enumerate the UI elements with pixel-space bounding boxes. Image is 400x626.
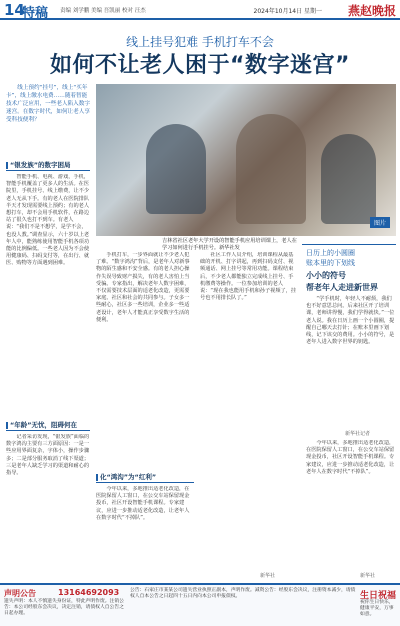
sidebar-credit: 新华社记者 [345,431,371,437]
sidebar-title-1: 日历上的小圆圈 [306,249,355,257]
photo-badge: 图片 [370,217,390,228]
article-kicker: 线上挂号犯难 手机打车不会 [126,35,274,49]
sidebar-body: “学手机时，年轻人不耐烦，我们也不好意思总问。后来社区开了培训课，老师讲得慢，我们学得就快。”一位老人说。我在日历上画一个小圆圈，提醒自己哪天去打针；在账本里画下划线，记下该交的费用。小小的符号，是老年人进入数字世界的钥匙。 [306,296,395,346]
far-right-column-body: 今年以来，多地推出适老化改造，在医院保留人工窗口，在公交车站保留现金投币，社区开设智能手机课程。专家建议，应进一步推动适老化改造，让老年人在数字时代“不掉队”。 [306,440,395,475]
issue-date: 2024年10月14日 星期一 [253,8,322,15]
photo-person-1 [146,124,206,214]
birthday-ad-title: 生日祝福 [359,591,396,601]
section-3-body: 今年以来，多地推出适老化改造，在医院保留人工窗口，在公交车站保留现金投币，社区开设智能手机课程。专家建议，应进一步推动适老化改造，让老年人在数字时代“不掉队”。 [96,486,190,521]
middle-column-body: 手机打车，一步界面就让不少老人犯了难。“数字鸿沟”背后，是老年人对新事物的陌生感和不安全感。有的老人担心操作失误导致财产损失，有的老人害怕上当受骗。专家指出，解决老年人数字困难，不仅需要技术层面的适老化改造，更需要家庭、社区和社会的共同参与。子女多一些耐心，社区多一些培训，企业多一些适老设计，老年人才能真正享受数字生活的便利。 [96,252,190,323]
notice-ad-title: 声明公告 [4,589,36,598]
subhead-1: “银发族”的数字困局 [6,160,90,171]
section-2-body: 记者采访发现，“银发族”面临的数字鸿沟主要有三方面原因：一是一些应用界面复杂，字体小，操作步骤多；二是部分服务取消了线下渠道；三是老年人缺乏学习的渠道和耐心的指导。 [6,434,90,477]
page-header [0,0,400,20]
far-right-credit: 新华社 [360,573,376,579]
sidebar-title-4: 帮老年人走进新世界 [306,283,378,292]
section-title: 特稿 [22,6,49,21]
section-1-body: 智能手机、电视、游戏，手机，智能手机覆盖了更多人的生活。在医院里，手机挂号、线上缴费，让不少老人无从下手。有的老人在医院排队半天才发现需要线上预约；有的老人想打车，却不会用手机软件，在路边站了很久也打不到车。有老人说：“我们不是不想学，是学不会，也没人教。”调查显示，六十岁以上老年人中，能熟练使用智能手机各项功能的比例偏低。一些老人因为不会使用健康码、扫码支付等，在出行、就医、购物等方面遇到困难。 [6,174,90,267]
birthday-ad-body: 祝你生日快乐，健康平安，万事如意。 [360,600,394,617]
sidebar-title-3: 小小的符号 [306,271,346,280]
footer-ads [0,583,400,626]
sidebar-title-2: 账本里的下划线 [306,259,355,267]
subhead-2: “年龄”无忧，阻碍何在 [6,420,90,431]
article-photo [96,84,396,236]
notice-ad-body: 遗失声明：本人不慎遗失身份证，特此声明作废。注销公告：本公司经股东会决议，决定注销，请债权人自公告之日起办理。 [4,599,124,616]
editor-credits: 责编 刘学鹏 美编 吾凯丽 校对 汪杰 [60,8,146,14]
page-number: 14 [4,1,25,19]
article-headline: 如何不让老人困于“数字迷宫” [50,53,350,78]
photo-person-2 [236,114,306,224]
right-column-body: 社区工作人员介绍，培训课程从最基础的开机、打字讲起，再到扫码支付、视频通话、网上挂号等常用功能。课程结束后，不少老人都能独立完成线上挂号、手机缴费等操作。一位参加培训的老人说：“现在我也能用手机和孙子视频了，挂号也不用排长队了。” [200,252,297,302]
notice-ad-2-body: 公告：石家庄市某某公司遗失营业执照正副本，声明作废。减资公告：经股东会决议，注册资本减少，请债权人自本公告之日起四十五日内向本公司申报债权。 [130,588,356,599]
sidebar-rule [302,244,396,245]
photo-caption: 吉林省社区老年大学开设的智能手机应用培训课上，老人在学习如何进行手机挂号。新华社发 [162,238,297,251]
newspaper-logo: 燕赵晚报 [347,4,396,18]
notice-ad-phone: 13164692093 [58,588,120,597]
subhead-3: 化“鸿沟”为“红利” [96,472,194,483]
article-credit: 新华社 [260,573,276,579]
article-lead: 线上预约“挂号”，线上“买年卡”，线上缴水电费……随着智能技术广泛应用，一些老人陷入数字迷宫。在数字时代，如何让老人享受科技便利？ [6,85,90,123]
photo-person-3 [321,134,376,224]
